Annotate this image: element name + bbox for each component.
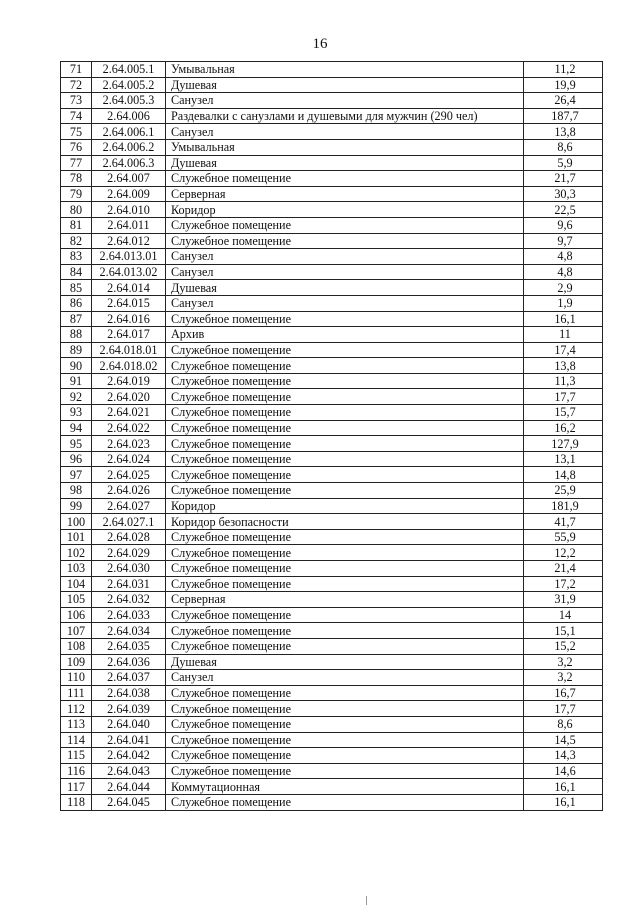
room-code: 2.64.040	[92, 716, 166, 732]
row-number: 101	[61, 529, 92, 545]
room-name: Служебное помещение	[166, 529, 524, 545]
room-name: Служебное помещение	[166, 561, 524, 577]
room-name: Служебное помещение	[166, 685, 524, 701]
room-name: Служебное помещение	[166, 794, 524, 810]
table-row	[61, 373, 603, 389]
row-number: 98	[61, 483, 92, 499]
room-name: Серверная	[166, 592, 524, 608]
row-number: 116	[61, 763, 92, 779]
room-name: Архив	[166, 327, 524, 343]
room-code: 2.64.027	[92, 498, 166, 514]
room-name: Служебное помещение	[166, 436, 524, 452]
room-name: Служебное помещение	[166, 342, 524, 358]
row-number: 92	[61, 389, 92, 405]
room-name: Служебное помещение	[166, 763, 524, 779]
room-name: Служебное помещение	[166, 483, 524, 499]
table-row	[61, 716, 603, 732]
room-code: 2.64.033	[92, 607, 166, 623]
room-code: 2.64.031	[92, 576, 166, 592]
table-row	[61, 280, 603, 296]
room-code: 2.64.009	[92, 186, 166, 202]
table-row	[61, 561, 603, 577]
room-name: Служебное помещение	[166, 701, 524, 717]
room-name: Санузел	[166, 295, 524, 311]
row-number: 86	[61, 295, 92, 311]
room-name: Служебное помещение	[166, 623, 524, 639]
room-area: 15,2	[524, 638, 603, 654]
table-row	[61, 436, 603, 452]
row-number: 85	[61, 280, 92, 296]
room-area: 55,9	[524, 529, 603, 545]
row-number: 113	[61, 716, 92, 732]
room-area: 13,1	[524, 451, 603, 467]
row-number: 118	[61, 794, 92, 810]
room-area: 30,3	[524, 186, 603, 202]
room-name: Санузел	[166, 124, 524, 140]
room-code: 2.64.037	[92, 670, 166, 686]
room-code: 2.64.043	[92, 763, 166, 779]
page-number: 16	[312, 36, 328, 52]
room-code: 2.64.041	[92, 732, 166, 748]
room-code: 2.64.005.2	[92, 77, 166, 93]
table-row	[61, 701, 603, 717]
room-name: Душевая	[166, 654, 524, 670]
rooms-table-body	[61, 62, 603, 811]
row-number: 103	[61, 561, 92, 577]
row-number: 104	[61, 576, 92, 592]
room-area: 26,4	[524, 93, 603, 109]
room-code: 2.64.025	[92, 467, 166, 483]
room-area: 3,2	[524, 654, 603, 670]
row-number: 108	[61, 638, 92, 654]
room-code: 2.64.016	[92, 311, 166, 327]
room-area: 4,8	[524, 249, 603, 265]
row-number: 105	[61, 592, 92, 608]
room-name: Служебное помещение	[166, 373, 524, 389]
row-number: 81	[61, 217, 92, 233]
room-name: Служебное помещение	[166, 217, 524, 233]
room-code: 2.64.030	[92, 561, 166, 577]
row-number: 95	[61, 436, 92, 452]
room-name: Душевая	[166, 280, 524, 296]
room-area: 17,4	[524, 342, 603, 358]
table-row	[61, 529, 603, 545]
row-number: 93	[61, 405, 92, 421]
row-number: 111	[61, 685, 92, 701]
room-name: Коммутационная	[166, 779, 524, 795]
table-row	[61, 670, 603, 686]
room-area: 187,7	[524, 108, 603, 124]
table-row	[61, 171, 603, 187]
room-area: 21,7	[524, 171, 603, 187]
room-area: 127,9	[524, 436, 603, 452]
room-area: 4,8	[524, 264, 603, 280]
row-number: 96	[61, 451, 92, 467]
row-number: 114	[61, 732, 92, 748]
room-area: 17,7	[524, 701, 603, 717]
room-area: 8,6	[524, 716, 603, 732]
room-code: 2.64.006	[92, 108, 166, 124]
row-number: 71	[61, 62, 92, 78]
row-number: 107	[61, 623, 92, 639]
room-code: 2.64.029	[92, 545, 166, 561]
room-area: 1,9	[524, 295, 603, 311]
row-number: 106	[61, 607, 92, 623]
room-code: 2.64.020	[92, 389, 166, 405]
table-row	[61, 405, 603, 421]
row-number: 100	[61, 514, 92, 530]
table-row	[61, 420, 603, 436]
room-area: 17,7	[524, 389, 603, 405]
row-number: 84	[61, 264, 92, 280]
room-name: Служебное помещение	[166, 732, 524, 748]
row-number: 78	[61, 171, 92, 187]
table-row	[61, 592, 603, 608]
room-name: Служебное помещение	[166, 405, 524, 421]
room-code: 2.64.018.02	[92, 358, 166, 374]
room-area: 3,2	[524, 670, 603, 686]
room-area: 11	[524, 327, 603, 343]
room-area: 31,9	[524, 592, 603, 608]
table-row	[61, 545, 603, 561]
row-number: 83	[61, 249, 92, 265]
room-code: 2.64.006.2	[92, 139, 166, 155]
room-area: 13,8	[524, 124, 603, 140]
room-code: 2.64.026	[92, 483, 166, 499]
room-code: 2.64.038	[92, 685, 166, 701]
room-code: 2.64.005.1	[92, 62, 166, 78]
room-name: Умывальная	[166, 62, 524, 78]
room-code: 2.64.034	[92, 623, 166, 639]
table-row	[61, 327, 603, 343]
room-name: Служебное помещение	[166, 358, 524, 374]
room-area: 14,8	[524, 467, 603, 483]
room-name: Служебное помещение	[166, 638, 524, 654]
row-number: 74	[61, 108, 92, 124]
room-code: 2.64.022	[92, 420, 166, 436]
room-area: 22,5	[524, 202, 603, 218]
table-row	[61, 623, 603, 639]
table-row	[61, 483, 603, 499]
room-name: Коридор	[166, 498, 524, 514]
room-name: Санузел	[166, 249, 524, 265]
room-area: 2,9	[524, 280, 603, 296]
room-code: 2.64.021	[92, 405, 166, 421]
table-row	[61, 139, 603, 155]
room-code: 2.64.039	[92, 701, 166, 717]
table-row	[61, 607, 603, 623]
row-number: 112	[61, 701, 92, 717]
room-name: Служебное помещение	[166, 311, 524, 327]
room-code: 2.64.006.1	[92, 124, 166, 140]
table-row	[61, 498, 603, 514]
row-number: 75	[61, 124, 92, 140]
table-row	[61, 217, 603, 233]
room-area: 14,3	[524, 748, 603, 764]
room-area: 8,6	[524, 139, 603, 155]
table-row	[61, 311, 603, 327]
table-row	[61, 249, 603, 265]
room-name: Коридор безопасности	[166, 514, 524, 530]
room-code: 2.64.014	[92, 280, 166, 296]
room-area: 16,1	[524, 794, 603, 810]
room-name: Душевая	[166, 155, 524, 171]
row-number: 110	[61, 670, 92, 686]
room-area: 15,1	[524, 623, 603, 639]
room-area: 11,3	[524, 373, 603, 389]
room-name: Служебное помещение	[166, 451, 524, 467]
table-row	[61, 295, 603, 311]
room-area: 21,4	[524, 561, 603, 577]
room-code: 2.64.019	[92, 373, 166, 389]
scan-artifact-line	[366, 896, 367, 905]
table-row	[61, 389, 603, 405]
room-name: Серверная	[166, 186, 524, 202]
row-number: 87	[61, 311, 92, 327]
table-row	[61, 264, 603, 280]
room-name: Душевая	[166, 77, 524, 93]
room-code: 2.64.044	[92, 779, 166, 795]
room-code: 2.64.028	[92, 529, 166, 545]
room-code: 2.64.024	[92, 451, 166, 467]
room-code: 2.64.018.01	[92, 342, 166, 358]
row-number: 115	[61, 748, 92, 764]
room-name: Санузел	[166, 670, 524, 686]
table-row	[61, 654, 603, 670]
row-number: 89	[61, 342, 92, 358]
room-code: 2.64.012	[92, 233, 166, 249]
room-code: 2.64.010	[92, 202, 166, 218]
room-code: 2.64.006.3	[92, 155, 166, 171]
room-name: Служебное помещение	[166, 607, 524, 623]
table-row	[61, 467, 603, 483]
room-name: Служебное помещение	[166, 545, 524, 561]
room-area: 14,5	[524, 732, 603, 748]
room-area: 14	[524, 607, 603, 623]
row-number: 97	[61, 467, 92, 483]
row-number: 117	[61, 779, 92, 795]
row-number: 77	[61, 155, 92, 171]
table-row	[61, 779, 603, 795]
table-row	[61, 202, 603, 218]
row-number: 82	[61, 233, 92, 249]
table-row	[61, 93, 603, 109]
row-number: 79	[61, 186, 92, 202]
room-area: 15,7	[524, 405, 603, 421]
room-code: 2.64.017	[92, 327, 166, 343]
room-name: Раздевалки с санузлами и душевыми для мужчин (290 чел)	[166, 108, 524, 124]
row-number: 99	[61, 498, 92, 514]
row-number: 102	[61, 545, 92, 561]
room-code: 2.64.032	[92, 592, 166, 608]
room-name: Санузел	[166, 264, 524, 280]
room-area: 25,9	[524, 483, 603, 499]
room-code: 2.64.015	[92, 295, 166, 311]
room-code: 2.64.023	[92, 436, 166, 452]
table-row	[61, 732, 603, 748]
room-name: Служебное помещение	[166, 420, 524, 436]
room-name: Умывальная	[166, 139, 524, 155]
table-row	[61, 155, 603, 171]
room-code: 2.64.005.3	[92, 93, 166, 109]
room-area: 9,6	[524, 217, 603, 233]
room-area: 11,2	[524, 62, 603, 78]
room-area: 13,8	[524, 358, 603, 374]
table-row	[61, 233, 603, 249]
room-area: 17,2	[524, 576, 603, 592]
room-area: 12,2	[524, 545, 603, 561]
table-row	[61, 685, 603, 701]
room-area: 14,6	[524, 763, 603, 779]
room-code: 2.64.013.01	[92, 249, 166, 265]
row-number: 94	[61, 420, 92, 436]
room-name: Служебное помещение	[166, 233, 524, 249]
row-number: 88	[61, 327, 92, 343]
room-area: 9,7	[524, 233, 603, 249]
row-number: 72	[61, 77, 92, 93]
room-name: Служебное помещение	[166, 389, 524, 405]
room-area: 19,9	[524, 77, 603, 93]
rooms-table	[60, 61, 603, 811]
room-name: Коридор	[166, 202, 524, 218]
table-row	[61, 358, 603, 374]
room-code: 2.64.013.02	[92, 264, 166, 280]
room-name: Санузел	[166, 93, 524, 109]
table-row	[61, 186, 603, 202]
row-number: 109	[61, 654, 92, 670]
room-area: 16,7	[524, 685, 603, 701]
table-row	[61, 77, 603, 93]
table-row	[61, 342, 603, 358]
room-code: 2.64.027.1	[92, 514, 166, 530]
table-row	[61, 514, 603, 530]
room-code: 2.64.042	[92, 748, 166, 764]
room-code: 2.64.035	[92, 638, 166, 654]
table-row	[61, 576, 603, 592]
room-code: 2.64.007	[92, 171, 166, 187]
room-name: Служебное помещение	[166, 748, 524, 764]
row-number: 91	[61, 373, 92, 389]
room-area: 16,1	[524, 779, 603, 795]
row-number: 73	[61, 93, 92, 109]
room-code: 2.64.045	[92, 794, 166, 810]
row-number: 80	[61, 202, 92, 218]
room-area: 16,1	[524, 311, 603, 327]
table-row	[61, 638, 603, 654]
table-row	[61, 62, 603, 78]
table-row	[61, 763, 603, 779]
row-number: 90	[61, 358, 92, 374]
room-area: 181,9	[524, 498, 603, 514]
room-area: 41,7	[524, 514, 603, 530]
room-name: Служебное помещение	[166, 171, 524, 187]
room-area: 16,2	[524, 420, 603, 436]
room-code: 2.64.036	[92, 654, 166, 670]
room-area: 5,9	[524, 155, 603, 171]
room-name: Служебное помещение	[166, 716, 524, 732]
row-number: 76	[61, 139, 92, 155]
table-row	[61, 794, 603, 810]
table-row	[61, 748, 603, 764]
room-name: Служебное помещение	[166, 576, 524, 592]
room-name: Служебное помещение	[166, 467, 524, 483]
table-row	[61, 124, 603, 140]
table-row	[61, 451, 603, 467]
room-code: 2.64.011	[92, 217, 166, 233]
table-row	[61, 108, 603, 124]
